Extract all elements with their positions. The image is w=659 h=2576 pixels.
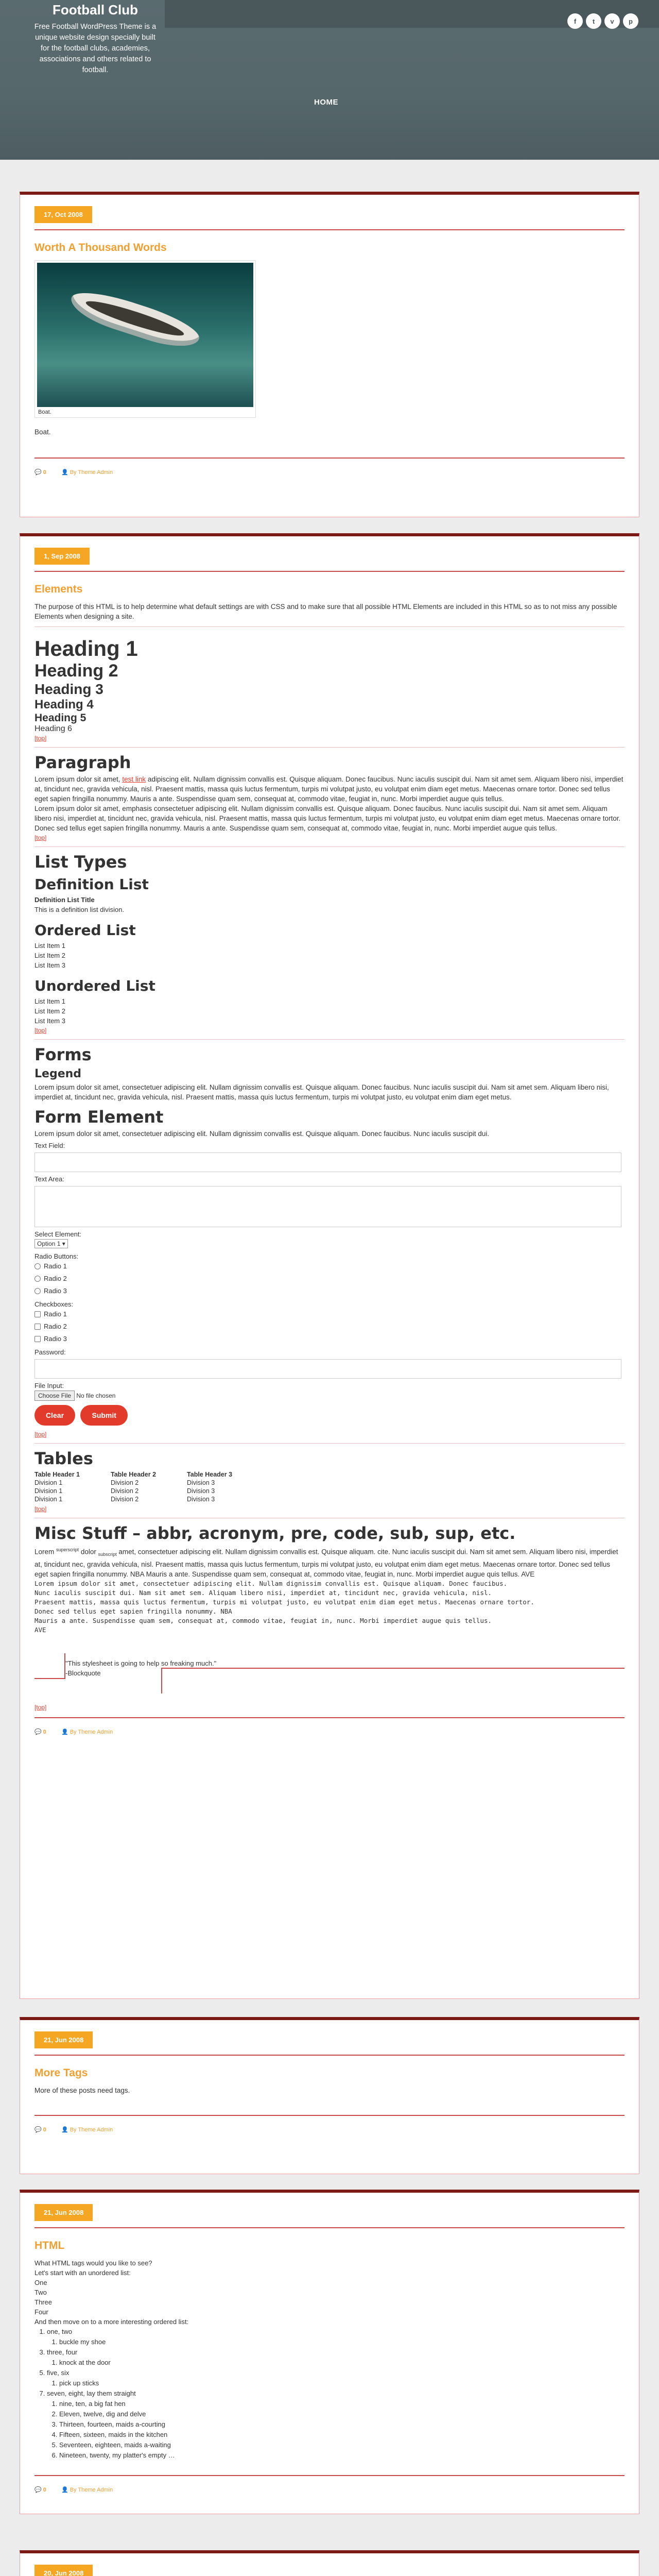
list-item: 1. pick up sticks	[59, 2378, 625, 2388]
legend-text: Lorem ipsum dolor sit amet, consectetuer adipiscing elit. Nullam dignissim convallis est. Quisque aliquam. Donec faucibus. Nunc iaculis suscipit dui. Nam sit amet sem. Aliquam libero nisi, imperdiet at, tincidunt nec, gravida vehicula, nisl. Praesent mattis, massa quis luctus fermentum, turpis mi volutpat justo, eu volutpat enim diam eget metus.	[34, 1083, 609, 1101]
post-title[interactable]: Worth A Thousand Words	[34, 242, 167, 253]
divider	[34, 1039, 625, 1040]
list-types-heading: List Types	[34, 852, 127, 872]
definition-division: This is a definition list division.	[34, 906, 125, 913]
clear-button[interactable]: Clear	[34, 1405, 75, 1426]
radio-option[interactable]: Radio 2	[34, 1273, 625, 1285]
list-item: 1. buckle my shoe	[59, 2337, 625, 2347]
facebook-icon[interactable]: f	[567, 13, 583, 29]
forms-heading: Forms	[34, 1045, 92, 1064]
paragraph-1: Lorem ipsum dolor sit amet, test link adipiscing elit. Nullam dignissim convallis est. Quisque aliquam. Donec faucibus. Nunc iaculis suscipit dui. Nam sit amet sem. Aliquam libero nisi, imperdiet at, tincidunt nec, gravida vehicula, nisl. Praesent mattis, massa quis luctus fermentum, turpis mi volutpat justo, eu volutpat enim diam eget metus. Maecenas ornare tortor. Donec sed tellus eget sapien fringilla nonummy. Mauris a ante. Suspendisse quam sem, consequat at, commodo vitae, feugiat in, nunc. Morbi imperdiet augue quis tellus.	[34, 775, 623, 803]
list-item: 4. Fifteen, sixteen, maids in the kitchen	[59, 2430, 625, 2440]
post-author[interactable]: 👤 By Theme Admin	[61, 2127, 113, 2133]
radio-option[interactable]: Radio 3	[34, 1285, 625, 1297]
paragraph-heading: Paragraph	[34, 753, 131, 772]
ordered-list-heading: Ordered List	[34, 922, 136, 939]
divider	[34, 1443, 625, 1444]
nav-home-link[interactable]: HOME	[314, 98, 338, 107]
post-meta	[34, 2482, 625, 2493]
form-element-heading: Form Element	[34, 1107, 164, 1127]
radio-option[interactable]: Radio 1	[34, 1260, 625, 1273]
boat-image[interactable]	[37, 263, 253, 407]
top-link[interactable]: [top]	[34, 1027, 47, 1034]
definition-title: Definition List Title	[34, 896, 95, 904]
comments-count[interactable]: 💬 0	[34, 2487, 46, 2493]
text-area-input[interactable]	[34, 1186, 621, 1227]
list-item: List Item 2	[34, 952, 65, 959]
text-area-label: Text Area:	[34, 1175, 64, 1183]
divider	[34, 2227, 625, 2228]
post-date-badge: 20, Jun 2008	[34, 2565, 93, 2576]
select-dropdown[interactable]: Option 1 ▾	[34, 1239, 68, 1248]
post-title[interactable]: Elements	[34, 583, 83, 595]
top-link[interactable]: [top]	[34, 1431, 47, 1438]
divider	[34, 571, 625, 572]
table-header: Table Header 3	[187, 1471, 233, 1478]
heading-4: Heading 4	[34, 698, 94, 711]
radio-label: Radio Buttons:	[34, 1252, 79, 1260]
table-header: Table Header 1	[34, 1471, 80, 1478]
post-card	[20, 2550, 639, 2576]
comments-count[interactable]: 💬 0	[34, 469, 46, 476]
site-description: Free Football WordPress Theme is a unique website design specially built for the football clubs, academies, associations and others related to football.	[34, 23, 157, 74]
post-date-badge: 21, Jun 2008	[34, 2204, 93, 2221]
checkbox-label: Checkboxes:	[34, 1300, 74, 1308]
checkbox-option[interactable]: Radio 2	[34, 1320, 625, 1333]
blockquote	[34, 1648, 625, 1693]
heading-6: Heading 6	[34, 724, 72, 733]
list-item: 5. Seventeen, eighteen, maids a-waiting	[59, 2440, 625, 2450]
heading-1: Heading 1	[34, 636, 138, 660]
list-item: 2. Eleven, twelve, dig and delve	[59, 2409, 625, 2419]
html-line: Two	[34, 2289, 47, 2296]
choose-file-button[interactable]: Choose File	[34, 1391, 75, 1401]
html-line: Let's start with an unordered list:	[34, 2269, 131, 2277]
comments-count[interactable]: 💬 0	[34, 1729, 46, 1736]
post-card	[20, 2190, 639, 2514]
list-item: 3. Thirteen, fourteen, maids a-courting	[59, 2419, 625, 2430]
post-date-badge: 21, Jun 2008	[34, 2031, 93, 2048]
heading-2: Heading 2	[34, 661, 118, 681]
checkbox-option[interactable]: Radio 3	[34, 1333, 625, 1345]
twitter-icon[interactable]: t	[586, 13, 601, 29]
post-body: More of these posts need tags.	[34, 2087, 130, 2094]
post-image-figure	[34, 260, 256, 418]
submit-button[interactable]: Submit	[80, 1405, 127, 1426]
unordered-list-heading: Unordered List	[34, 977, 155, 994]
file-input-label: File Input:	[34, 1382, 64, 1389]
post-title[interactable]: HTML	[34, 2240, 65, 2251]
table-header: Table Header 2	[111, 1471, 157, 1478]
form-intro: Lorem ipsum dolor sit amet, consectetuer adipiscing elit. Nullam dignissim convallis est. Quisque aliquam. Donec faucibus. Nunc iaculis suscipit dui.	[34, 1130, 490, 1138]
heading-3: Heading 3	[34, 681, 103, 697]
site-title[interactable]: Football Club	[52, 2, 138, 18]
list-item: List Item 1	[34, 997, 65, 1005]
divider	[34, 846, 625, 847]
post-card	[20, 2017, 639, 2174]
table-row: Division 1 Division 2 Division 3	[34, 1479, 215, 1486]
html-line: What HTML tags would you like to see?	[34, 2259, 152, 2267]
text-field-label: Text Field:	[34, 1142, 65, 1149]
post-date-badge: 1, Sep 2008	[34, 548, 90, 565]
pre-block: Lorem ipsum dolor sit amet, consectetuer adipiscing elit. Nullam dignissim convallis est. Quisque aliquam. Donec faucibus. Nunc iaculis suscipit dui. Nam sit amet sem. Aliquam libero nisi, imperdiet at, tincidunt nec, gravida vehicula, nisl. Praesent mattis, massa quis luctus fermentum, turpis mi volutpat justo, eu volutpat enim diam eget metus. Maecenas ornare tortor. Donec sed tellus eget sapien fringilla nonummy. NBA Mauris a ante. Suspendisse quam sem, consequat at, commodo vitae, feugiat in, nunc. Morbi imperdiet augue quis tellus. AVE	[34, 1580, 534, 1634]
html-line: And then move on to a more interesting ordered list:	[34, 2318, 189, 2326]
elements-intro: The purpose of this HTML is to help determine what default settings are with CSS and to make sure that all possible HTML Elements are included in this HTML so as to not miss any possible Elements when designing a site.	[34, 603, 617, 620]
list-item: List Item 3	[34, 1017, 65, 1025]
top-link[interactable]: [top]	[34, 1704, 47, 1711]
divider	[34, 457, 625, 459]
list-item: 7. seven, eight, lay them straight	[47, 2388, 625, 2399]
checkbox-option[interactable]: Radio 1	[34, 1308, 625, 1320]
post-card	[20, 533, 639, 1999]
table-row: Division 1 Division 2 Division 3	[34, 1496, 215, 1503]
password-label: Password:	[34, 1348, 66, 1356]
post-author[interactable]: 👤 By Theme Admin	[61, 2487, 113, 2493]
list-item: List Item 2	[34, 1007, 65, 1015]
divider	[34, 2115, 625, 2116]
divider	[34, 1717, 625, 1718]
divider	[34, 2475, 625, 2476]
tables-heading: Tables	[34, 1449, 93, 1468]
file-input	[34, 1391, 625, 1401]
post-meta	[34, 1724, 625, 1735]
list-item: 3. three, four	[47, 2347, 625, 2358]
quote-source: -Blockquote	[65, 1669, 101, 1677]
ordered-list	[47, 2327, 625, 2461]
html-line: Four	[34, 2308, 48, 2316]
list-item: 1. nine, ten, a big fat hen	[59, 2399, 625, 2409]
image-caption: Boat.	[38, 409, 51, 415]
list-item: 1. one, two	[47, 2327, 625, 2337]
legend: Legend	[34, 1067, 82, 1080]
table-row: Division 1 Division 2 Division 3	[34, 1487, 215, 1495]
comments-count[interactable]: 💬 0	[34, 2127, 46, 2133]
misc-heading: Misc Stuff – abbr, acronym, pre, code, sub, sup, etc.	[34, 1523, 516, 1543]
list-item: 5. five, six	[47, 2368, 625, 2378]
top-link[interactable]: [top]	[34, 1505, 47, 1513]
vimeo-icon[interactable]: v	[604, 13, 620, 29]
file-status: No file chosen	[76, 1392, 116, 1399]
html-line: Three	[34, 2298, 52, 2306]
misc-paragraph: Lorem $^{superscript}$ dolor $_{subscript}$ amet, consectetuer adipiscing elit. Nullam dignissim convallis est. Quisque aliquam. cite. Nunc iaculis suscipit dui. Nam sit amet sem. Aliquam libero nisi, imperdiet at, tincidunt nec, gravida vehicula, nisl. Praesent mattis, massa quis luctus fermentum, turpis mi volutpat justo, eu volutpat enim diam eget metus. Maecenas ornare tortor. Donec sed tellus eget sapien fringilla nonummy. NBA Mauris a ante. Suspendisse quam sem, consequat at, commodo vitae, feugiat in, nunc. Morbi imperdiet augue quis tellus. AVE	[34, 1547, 618, 1579]
pinterest-icon[interactable]: p	[623, 13, 638, 29]
list-item: List Item 1	[34, 942, 65, 950]
post-card	[20, 192, 639, 517]
text-field-input[interactable]	[34, 1153, 621, 1172]
social-links	[567, 13, 638, 29]
list-item: 6. Nineteen, twenty, my platter's empty …	[59, 2450, 625, 2461]
post-meta	[34, 465, 625, 476]
html-line: One	[34, 2279, 47, 2286]
test-link[interactable]: test link	[122, 775, 146, 783]
heading-5: Heading 5	[34, 712, 86, 724]
site-header	[0, 0, 659, 160]
quote-text: "This stylesheet is going to help so freaking much."	[65, 1659, 217, 1668]
sample-table	[34, 1470, 263, 1503]
list-item: 1. knock at the door	[59, 2358, 625, 2368]
paragraph-2: Lorem ipsum dolor sit amet, emphasis consectetuer adipiscing elit. Nullam dignissim convallis est. Quisque aliquam. Donec faucibus. Nunc iaculis suscipit dui. Nam sit amet sem. Aliquam libero nisi, imperdiet at, tincidunt nec, gravida vehicula, nisl. Praesent mattis, massa quis luctus fermentum, turpis mi volutpat justo, eu volutpat enim diam eget metus. Maecenas ornare tortor. Donec sed tellus eget sapien fringilla nonummy. Mauris a ante. Suspendisse quam sem, consequat at, commodo vitae, feugiat in, nunc. Morbi imperdiet augue quis tellus.	[34, 805, 621, 832]
post-author[interactable]: 👤 By Theme Admin	[61, 469, 113, 476]
post-author[interactable]: 👤 By Theme Admin	[61, 1729, 113, 1736]
top-link[interactable]: [top]	[34, 834, 47, 841]
post-date-badge: 17, Oct 2008	[34, 206, 92, 223]
divider	[34, 229, 625, 230]
post-meta	[34, 2122, 625, 2133]
list-item: List Item 3	[34, 961, 65, 969]
divider	[34, 747, 625, 748]
divider	[34, 2055, 625, 2056]
select-label: Select Element:	[34, 1230, 82, 1238]
post-body: Boat.	[34, 428, 51, 436]
top-link[interactable]: [top]	[34, 735, 47, 742]
definition-list-heading: Definition List	[34, 876, 149, 893]
divider	[34, 626, 625, 627]
password-input[interactable]	[34, 1359, 621, 1379]
post-title[interactable]: More Tags	[34, 2067, 88, 2079]
